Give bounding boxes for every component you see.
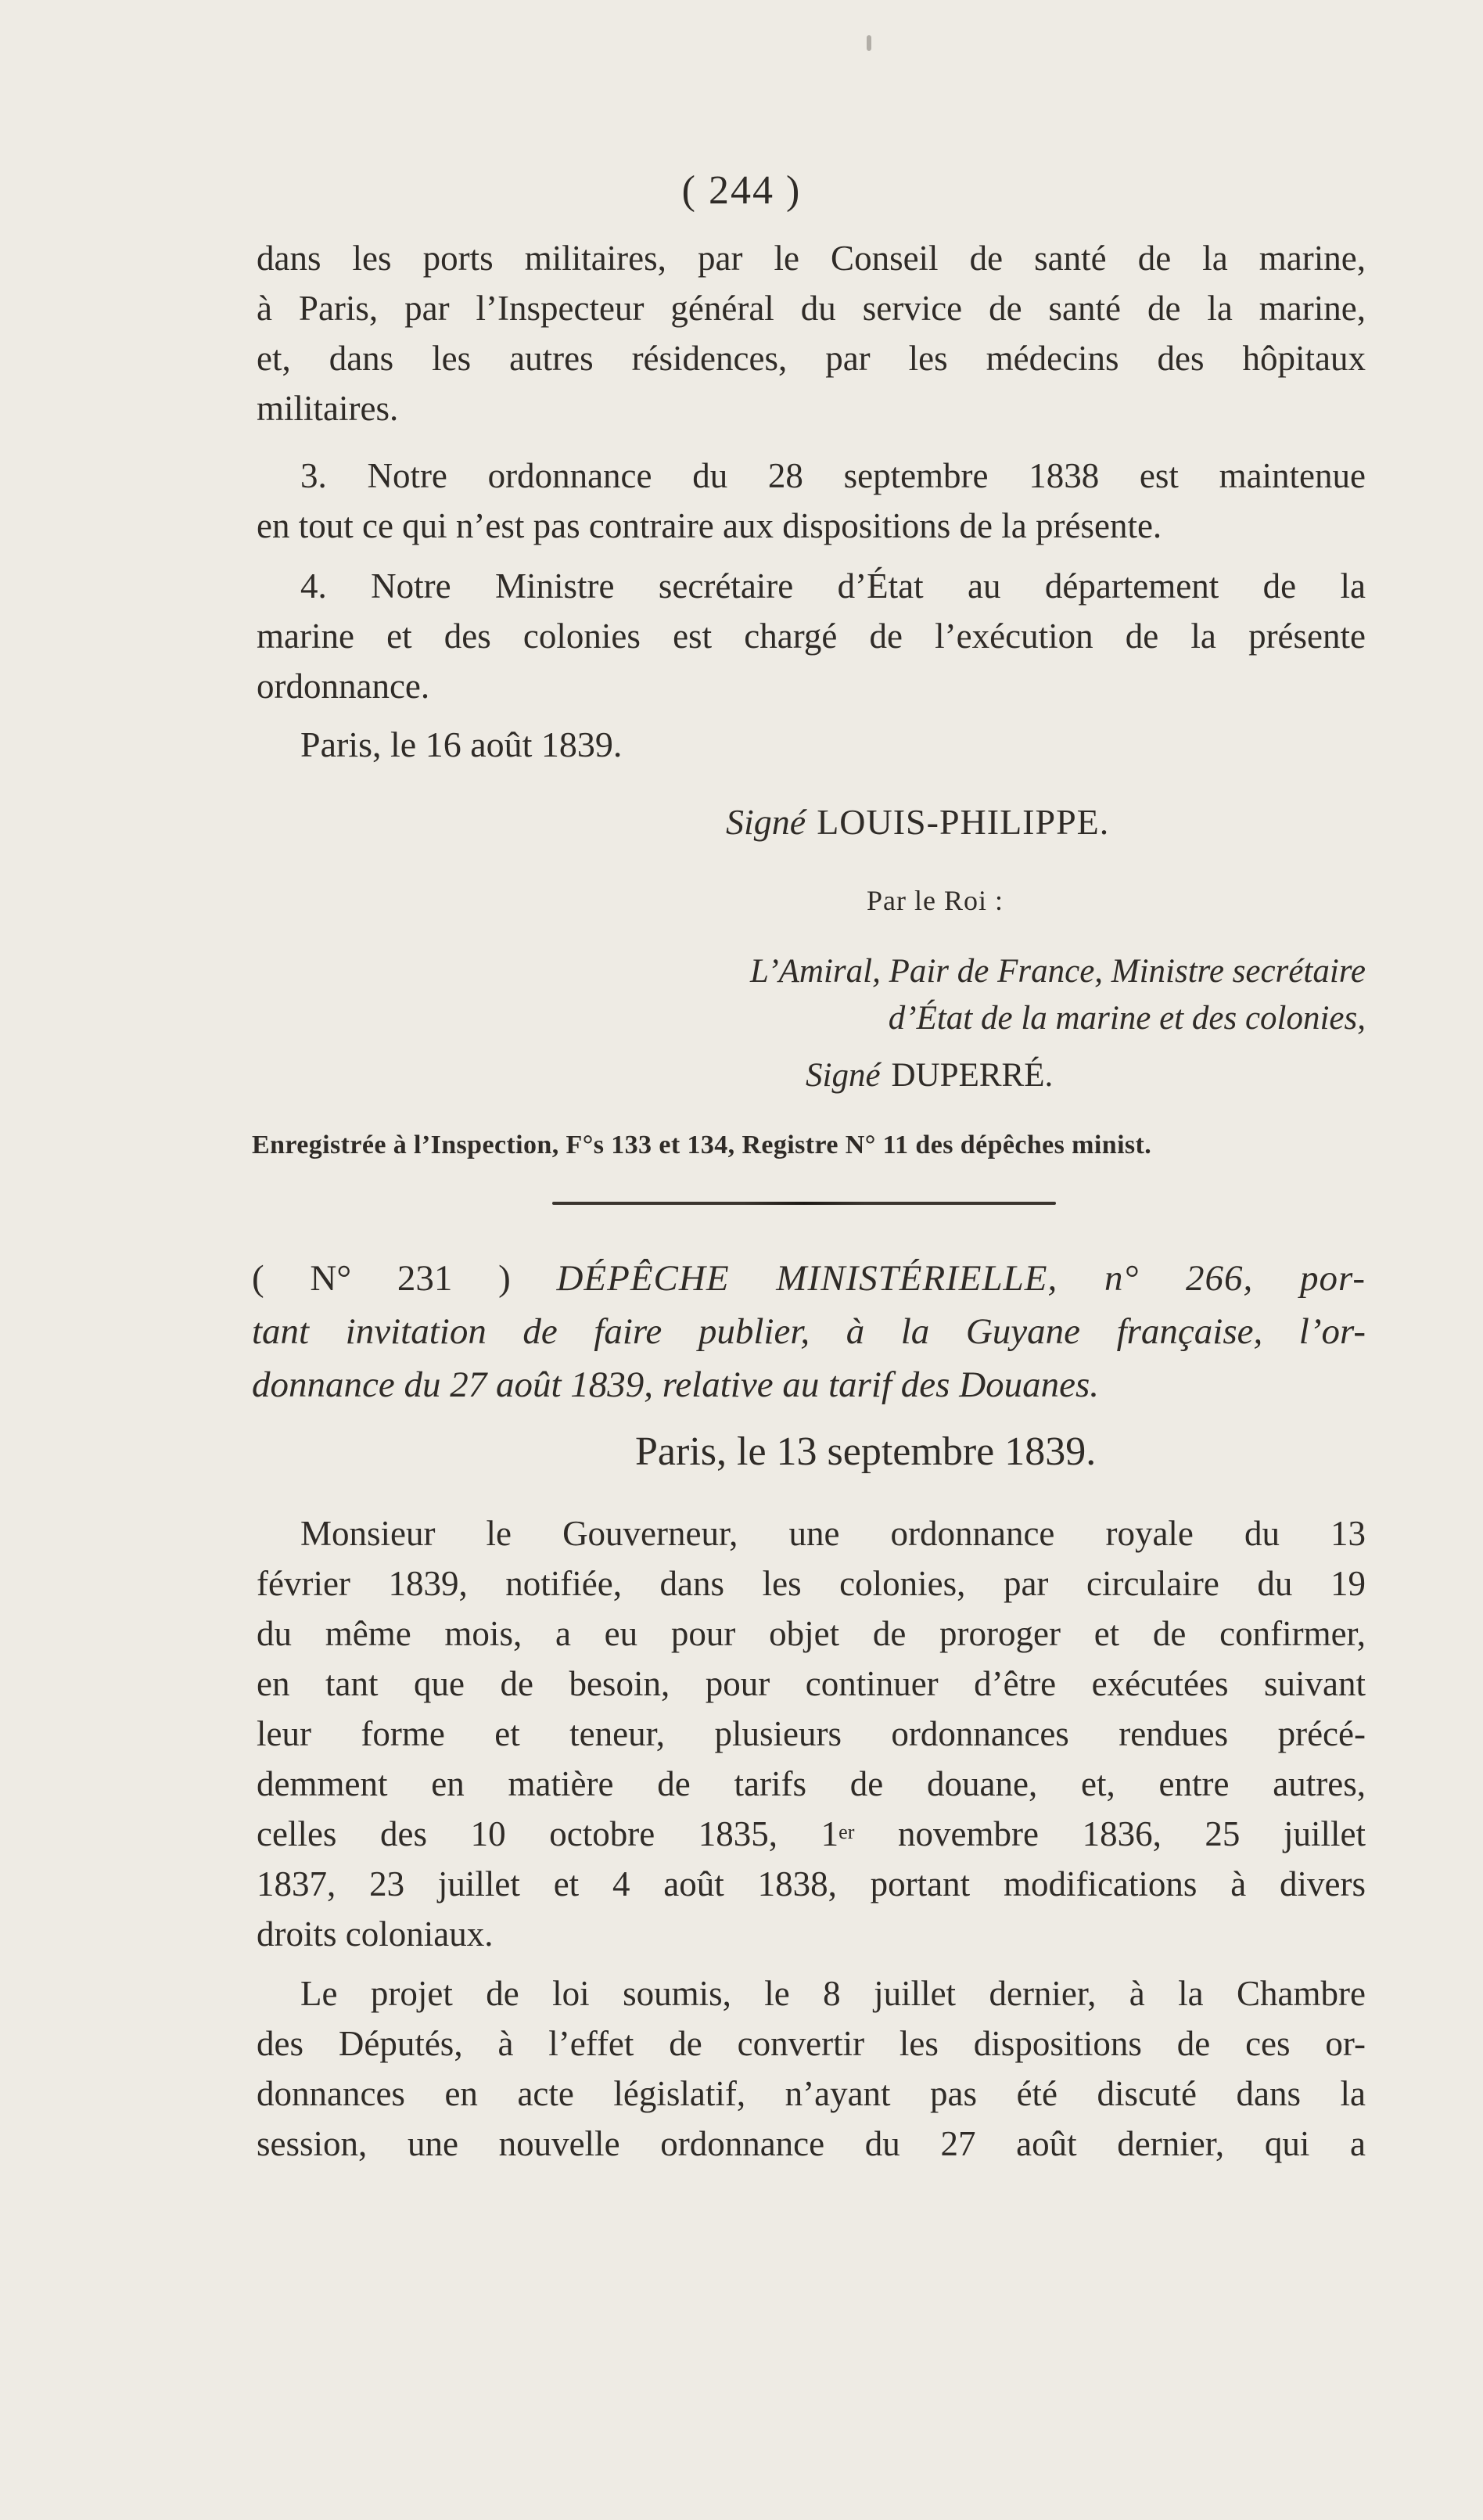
registration-note: Enregistrée à l’Inspection, F°s 133 et 134, Registre N° 11 des dépêches minist.	[252, 1131, 1152, 1159]
text-line: donnances en acte législatif, n’ayant pas été discuté dans la	[257, 2074, 1366, 2113]
paper-speck	[867, 35, 871, 51]
paragraph-2	[257, 1968, 1366, 2169]
text-line: Le projet de loi soumis, le 8 juillet dernier, à la Chambre	[300, 1974, 1366, 2013]
text-line: et, dans les autres résidences, par les médecins des hôpitaux	[257, 339, 1366, 378]
page-number: ( 244 )	[681, 168, 802, 213]
text-line: L’Amiral, Pair de France, Ministre secrétaire	[750, 953, 1366, 990]
text-line: en tant que de besoin, pour continuer d’être exécutées suivant	[257, 1664, 1366, 1703]
text-line: février 1839, notifiée, dans les colonies, par circulaire du 19	[257, 1564, 1366, 1603]
text-line: marine et des colonies est chargé de l’exécution de la présente	[257, 617, 1366, 656]
text-line: des Députés, à l’effet de convertir les dispositions de ces or-	[257, 2024, 1366, 2063]
text-line: leur forme et teneur, plusieurs ordonnances rendues précé-	[257, 1714, 1366, 1753]
heading-line	[252, 1252, 1366, 1305]
paragraph-1	[257, 1508, 1366, 1959]
text-line: 3. Notre ordonnance du 28 septembre 1838 est maintenue	[300, 456, 1366, 495]
king-signature	[726, 801, 1109, 843]
text-line: 4. Notre Ministre secrétaire d’État au département de la	[300, 566, 1366, 606]
article-4	[257, 561, 1366, 711]
heading-line: tant invitation de faire publier, à la Guyane française, l’or-	[252, 1311, 1366, 1352]
dispatch-date: Paris, le 13 septembre 1839.	[635, 1429, 1097, 1474]
text-fragment: novembre 1836, 25 juillet	[854, 1814, 1366, 1853]
superscript: er	[838, 1820, 855, 1843]
signe-label: Signé	[726, 802, 806, 842]
minister-signature	[806, 1056, 1053, 1095]
text-line: session, une nouvelle ordonnance du 27 août dernier, qui a	[257, 2124, 1366, 2163]
text-line: en tout ce qui n’est pas contraire aux dispositions de la présente.	[257, 506, 1162, 545]
section-separator	[552, 1202, 1056, 1205]
minister-title	[548, 948, 1366, 1042]
text-line: du même mois, a eu pour objet de proroger et de confirmer,	[257, 1614, 1366, 1653]
text-line: droits coloniaux.	[257, 1914, 494, 1954]
signatory-name: LOUIS-PHILIPPE.	[817, 802, 1110, 842]
text-fragment: celles des 10 octobre 1835, 1	[257, 1814, 839, 1853]
text-line: demment en matière de tarifs de douane, et, entre autres,	[257, 1764, 1366, 1803]
heading-line: donnance du 27 août 1839, relative au tarif des Douanes.	[252, 1364, 1100, 1405]
par-le-roi: Par le Roi :	[867, 885, 1004, 916]
dispatch-heading	[252, 1252, 1366, 1411]
signe-label: Signé	[806, 1057, 881, 1094]
text-line: 1837, 23 juillet et 4 août 1838, portant modifications à divers	[257, 1864, 1366, 1903]
text-line: à Paris, par l’Inspecteur général du service de santé de la marine,	[257, 289, 1366, 328]
ordinance-date: Paris, le 16 août 1839.	[300, 724, 623, 764]
signatory-name: DUPERRÉ.	[891, 1057, 1054, 1094]
continuation-paragraph	[257, 233, 1366, 433]
text-line: d’État de la marine et des colonies,	[888, 1000, 1366, 1037]
dispatch-number: ( N° 231 )	[252, 1258, 511, 1299]
dispatch-title: DÉPÊCHE MINISTÉRIELLE, n° 266, por-	[556, 1258, 1366, 1299]
text-line	[257, 1809, 1366, 1859]
text-line: ordonnance.	[257, 667, 430, 706]
article-3	[257, 451, 1366, 551]
text-line: dans les ports militaires, par le Conseil de santé de la marine,	[257, 239, 1366, 278]
text-line: militaires.	[257, 389, 399, 428]
text-line: Monsieur le Gouverneur, une ordonnance royale du 13	[300, 1514, 1366, 1553]
